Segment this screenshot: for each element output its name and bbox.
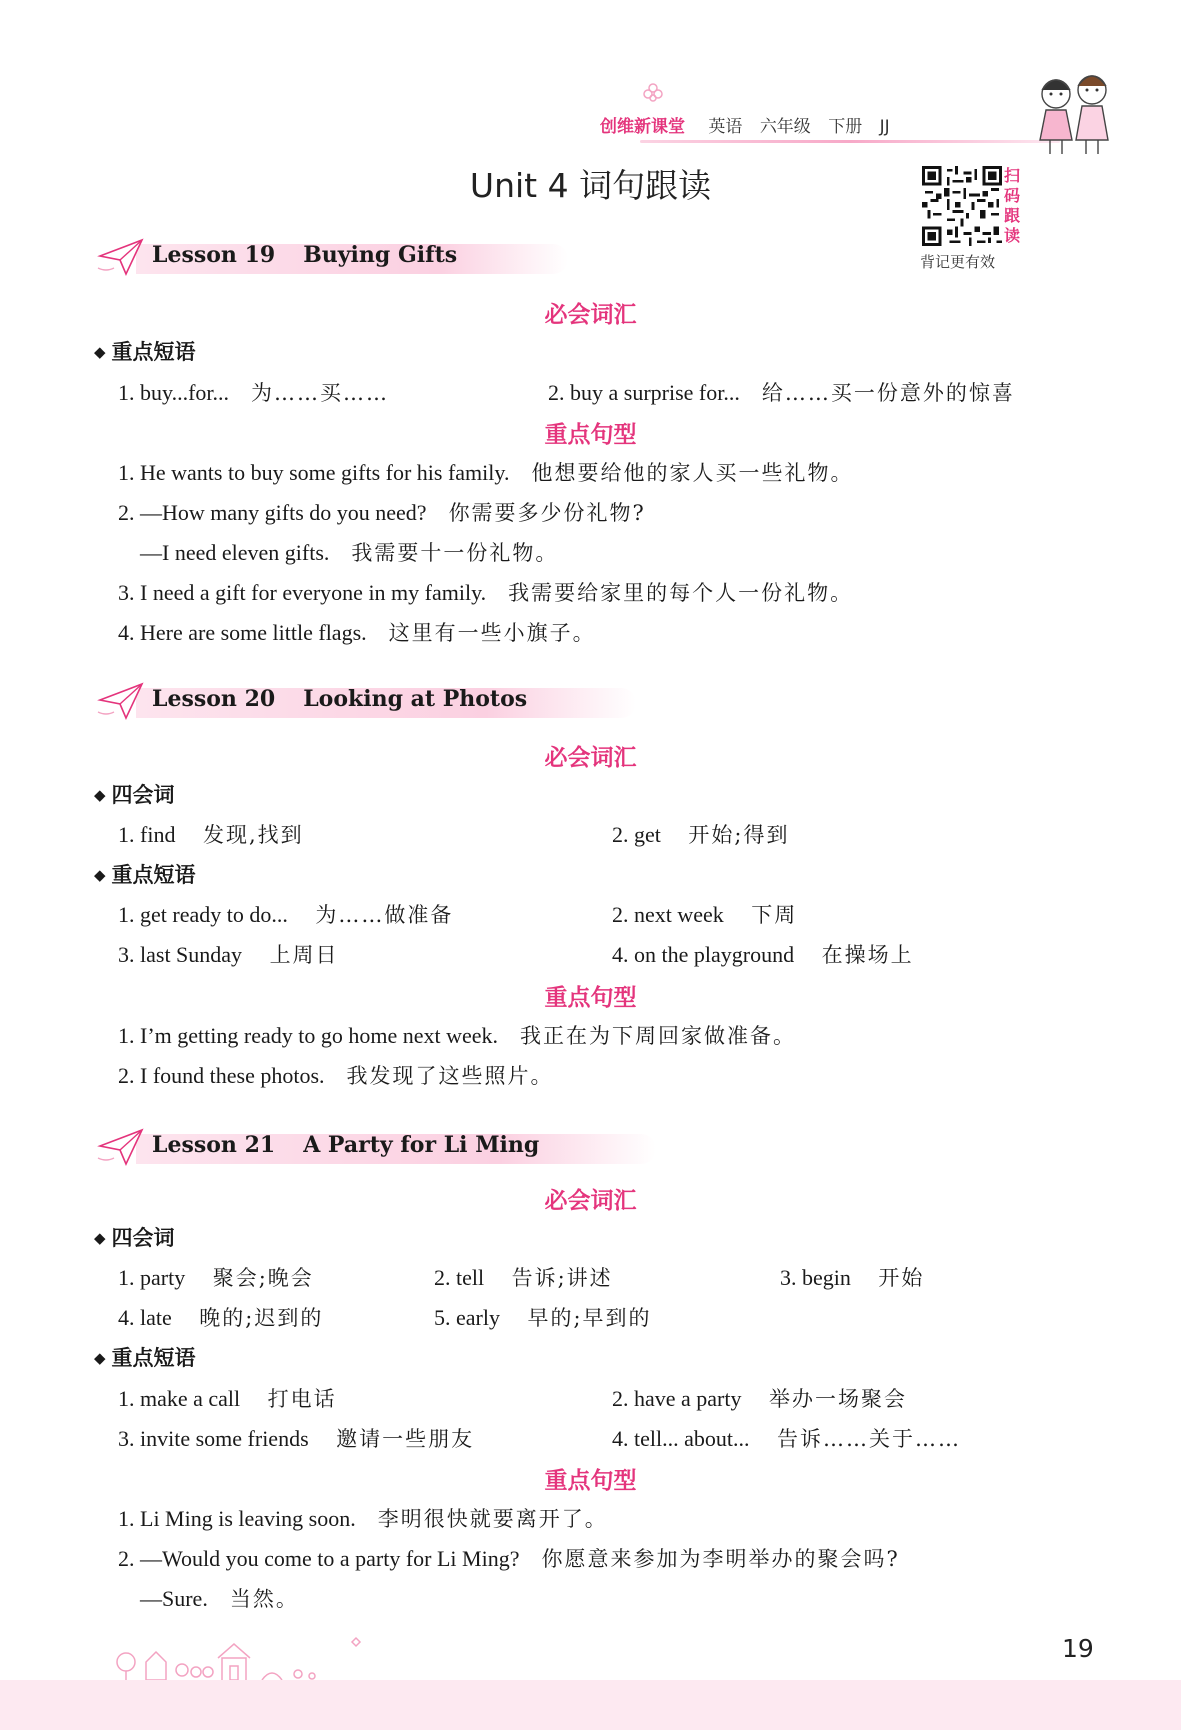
unit-title: Unit 4 词句跟读 bbox=[469, 166, 712, 205]
sentence-item: —I need eleven gifts. 我需要十一份礼物。 bbox=[140, 540, 559, 565]
footer-band bbox=[0, 1680, 1181, 1730]
words-label: ◆ 四会词 bbox=[94, 783, 175, 807]
header-subject: 英语 bbox=[708, 117, 743, 137]
header-grade: 六年级 bbox=[759, 117, 811, 137]
lesson-title: Lesson 21 A Party for Li Ming bbox=[152, 1132, 540, 1158]
list-item: 2. buy a surprise for... 给……买一份意外的惊喜 bbox=[548, 380, 1015, 405]
sentence-item: 2. —Would you come to a party for Li Ming? 你愿意来参加为李明举办的聚会吗? bbox=[118, 1546, 900, 1571]
paper-plane-icon bbox=[96, 234, 148, 280]
qr-code-icon[interactable] bbox=[922, 166, 1002, 246]
list-item: 3. invite some friends 邀请一些朋友 bbox=[118, 1426, 475, 1451]
list-item: 4. late 晚的;迟到的 bbox=[118, 1305, 324, 1330]
header-brand: 创维新课堂 bbox=[600, 117, 685, 137]
phrases-label: ◆ 重点短语 bbox=[94, 1346, 196, 1370]
header-bar bbox=[600, 112, 902, 137]
qr-side-text: 扫 码 跟 读 bbox=[1004, 166, 1021, 245]
sentence-item: —Sure. 当然。 bbox=[140, 1586, 299, 1611]
words-label: ◆ 四会词 bbox=[94, 1226, 175, 1250]
cartoon-girls-icon bbox=[1020, 66, 1130, 156]
paper-plane-icon bbox=[96, 678, 148, 724]
list-item: 1. get ready to do... 为……做准备 bbox=[118, 902, 454, 927]
list-item: 2. get 开始;得到 bbox=[612, 822, 790, 847]
header-divider bbox=[640, 140, 1060, 143]
sentence-item: 1. Li Ming is leaving soon. 李明很快就要离开了。 bbox=[118, 1506, 608, 1531]
list-item: 4. on the playground 在操场上 bbox=[612, 942, 914, 967]
sentence-item: 2. —How many gifts do you need? 你需要多少份礼物? bbox=[118, 500, 646, 525]
list-item: 2. have a party 举办一场聚会 bbox=[612, 1386, 907, 1411]
vocab-heading: 必会词汇 bbox=[544, 302, 637, 328]
vocab-heading: 必会词汇 bbox=[544, 745, 637, 771]
sentences-heading: 重点句型 bbox=[544, 422, 637, 448]
sentence-item: 1. I’m getting ready to go home next week. 我正在为下周回家做准备。 bbox=[118, 1023, 797, 1048]
list-item: 2. tell 告诉;讲述 bbox=[434, 1265, 613, 1290]
list-item: 1. party 聚会;晚会 bbox=[118, 1265, 314, 1290]
phrases-label: ◆ 重点短语 bbox=[94, 340, 196, 364]
sentences-heading: 重点句型 bbox=[544, 985, 637, 1011]
paper-plane-icon bbox=[96, 1124, 148, 1170]
lesson-title: Lesson 19 Buying Gifts bbox=[152, 242, 458, 268]
header-volume: 下册 bbox=[828, 117, 863, 137]
vocab-heading: 必会词汇 bbox=[544, 1188, 637, 1214]
list-item: 3. begin 开始 bbox=[780, 1265, 925, 1290]
list-item: 2. next week 下周 bbox=[612, 902, 798, 927]
list-item: 3. last Sunday 上周日 bbox=[118, 942, 339, 967]
page-number: 19 bbox=[1062, 1634, 1094, 1663]
sentences-heading: 重点句型 bbox=[544, 1468, 637, 1494]
town-decoration-icon bbox=[112, 1622, 392, 1682]
list-item: 1. buy...for... 为……买…… bbox=[118, 380, 390, 405]
header-edition: JJ bbox=[879, 117, 890, 137]
list-item: 1. find 发现,找到 bbox=[118, 822, 304, 847]
phrases-label: ◆ 重点短语 bbox=[94, 863, 196, 887]
list-item: 5. early 早的;早到的 bbox=[434, 1305, 652, 1330]
qr-caption: 背记更有效 bbox=[920, 253, 996, 271]
list-item: 4. tell... about... 告诉……关于…… bbox=[612, 1426, 961, 1451]
lesson-title: Lesson 20 Looking at Photos bbox=[152, 686, 528, 712]
list-item: 1. make a call 打电话 bbox=[118, 1386, 337, 1411]
sentence-item: 1. He wants to buy some gifts for his family. 他想要给他的家人买一些礼物。 bbox=[118, 460, 854, 485]
sentence-item: 3. I need a gift for everyone in my family. 我需要给家里的每个人一份礼物。 bbox=[118, 580, 854, 605]
flower-decoration-icon bbox=[642, 82, 664, 104]
sentence-item: 4. Here are some little flags. 这里有一些小旗子。 bbox=[118, 620, 596, 645]
sentence-item: 2. I found these photos. 我发现了这些照片。 bbox=[118, 1063, 554, 1088]
